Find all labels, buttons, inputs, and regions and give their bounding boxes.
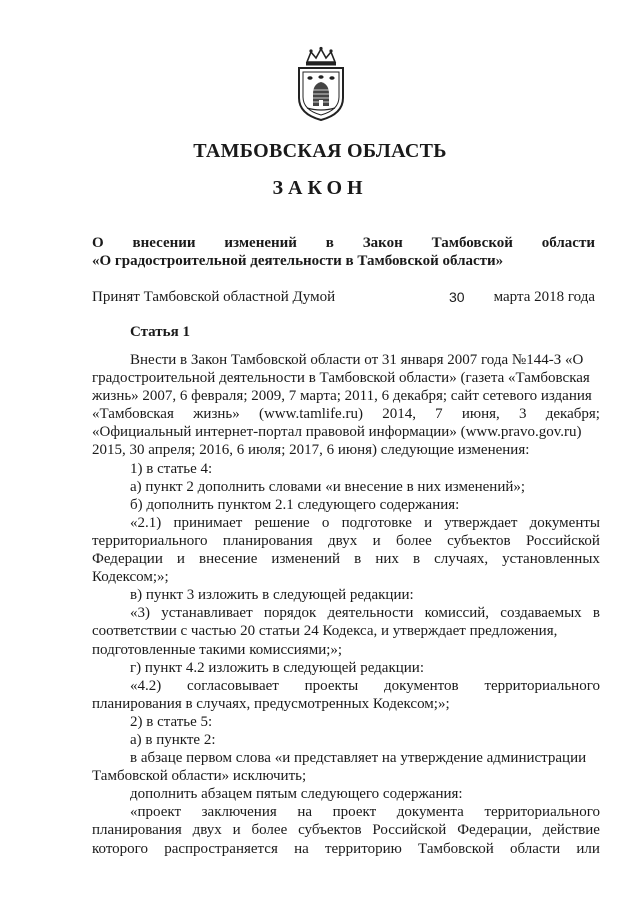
body-line: 1) в статье 4: — [130, 460, 213, 477]
body-line: «проект заключения на проект документа территориального — [130, 804, 600, 821]
article-body — [92, 351, 600, 858]
body-line: «3) устанавливает порядок деятельности комиссий, создаваемых в — [130, 605, 600, 622]
law-title-word: внесении — [132, 235, 196, 251]
body-line: а) пункт 2 дополнить словами «и внесение в них изменений»; — [130, 478, 526, 495]
body-line: территориального планирования двух и более субъектов Российской — [92, 532, 600, 549]
body-line: 2015, 30 апреля; 2016, 6 июля; 2017, 6 июня) следующие изменения: — [92, 442, 530, 459]
law-title — [92, 234, 595, 270]
body-line: «2.1) принимает решение о подготовке и утверждает документы — [130, 514, 600, 531]
body-line: которого распространяется на территорию Тамбовской области или — [92, 840, 600, 857]
body-line: «4.2) согласовывает проекты документов территориального — [130, 677, 600, 694]
law-title-line-2: «О градостроительной деятельности в Тамбовской области» — [92, 253, 504, 269]
adopted-day: 30 — [449, 289, 465, 305]
region-name: ТАМБОВСКАЯ ОБЛАСТЬ — [193, 140, 447, 162]
law-title-word: О — [92, 235, 104, 251]
body-line: планирования двух и более субъектов Российской Федерации, действие — [92, 822, 600, 839]
body-line: б) дополнить пунктом 2.1 следующего содержания: — [130, 496, 460, 513]
body-line: Тамбовской области» исключить; — [92, 768, 307, 785]
body-line: подготовленные такими комиссиями;»; — [92, 641, 343, 658]
body-line: Федерации и внесение изменений в них в случаях, установленных — [92, 551, 600, 568]
body-line: «Официальный интернет-портал правовой информации» (www.pravo.gov.ru) — [92, 424, 582, 441]
body-line: Внести в Закон Тамбовской области от 31 января 2007 года №144-З «О — [130, 352, 584, 368]
law-title-word: Тамбовской — [431, 235, 513, 251]
body-line: г) пункт 4.2 изложить в следующей редакции: — [130, 659, 424, 676]
body-line: в абзаце первом слова «и представляет на утверждение администрации — [130, 750, 587, 767]
law-title-word: области — [541, 235, 595, 251]
body-line: 2) в статье 5: — [130, 713, 213, 730]
law-title-word: Закон — [362, 235, 403, 251]
adopted-by: Принят Тамбовской областной Думой — [92, 289, 336, 305]
body-line: планирования в случаях, предусмотренных Кодексом;»; — [92, 695, 450, 712]
law-title-line-1 — [92, 234, 595, 252]
body-line: соответствии с частью 20 статьи 24 Кодекса, и утверждает предложения, — [92, 623, 558, 640]
document-type: ЗАКОН — [272, 177, 368, 199]
body-line: в) пункт 3 изложить в следующей редакции: — [130, 587, 414, 604]
body-line: жизнь» 2007, 6 февраля; 2009, 7 марта; 2011, 6 декабря; сайт сетевого издания — [92, 388, 592, 405]
law-title-word: изменений — [224, 235, 297, 251]
body-line: градостроительной деятельности в Тамбовской области» (газета «Тамбовская — [92, 370, 590, 387]
body-line: дополнить абзацем пятым следующего содержания: — [130, 786, 463, 803]
adopted-date: марта 2018 года — [493, 289, 595, 305]
coat-of-arms-emblem — [293, 46, 349, 122]
body-line: а) в пункте 2: — [130, 731, 216, 748]
body-line: Кодексом;»; — [92, 569, 169, 586]
law-title-word: в — [325, 235, 334, 251]
article-heading: Статья 1 — [130, 324, 190, 340]
body-line: «Тамбовская жизнь» (www.tamlife.ru) 2014, 7 июня, 3 декабря; — [92, 406, 600, 423]
